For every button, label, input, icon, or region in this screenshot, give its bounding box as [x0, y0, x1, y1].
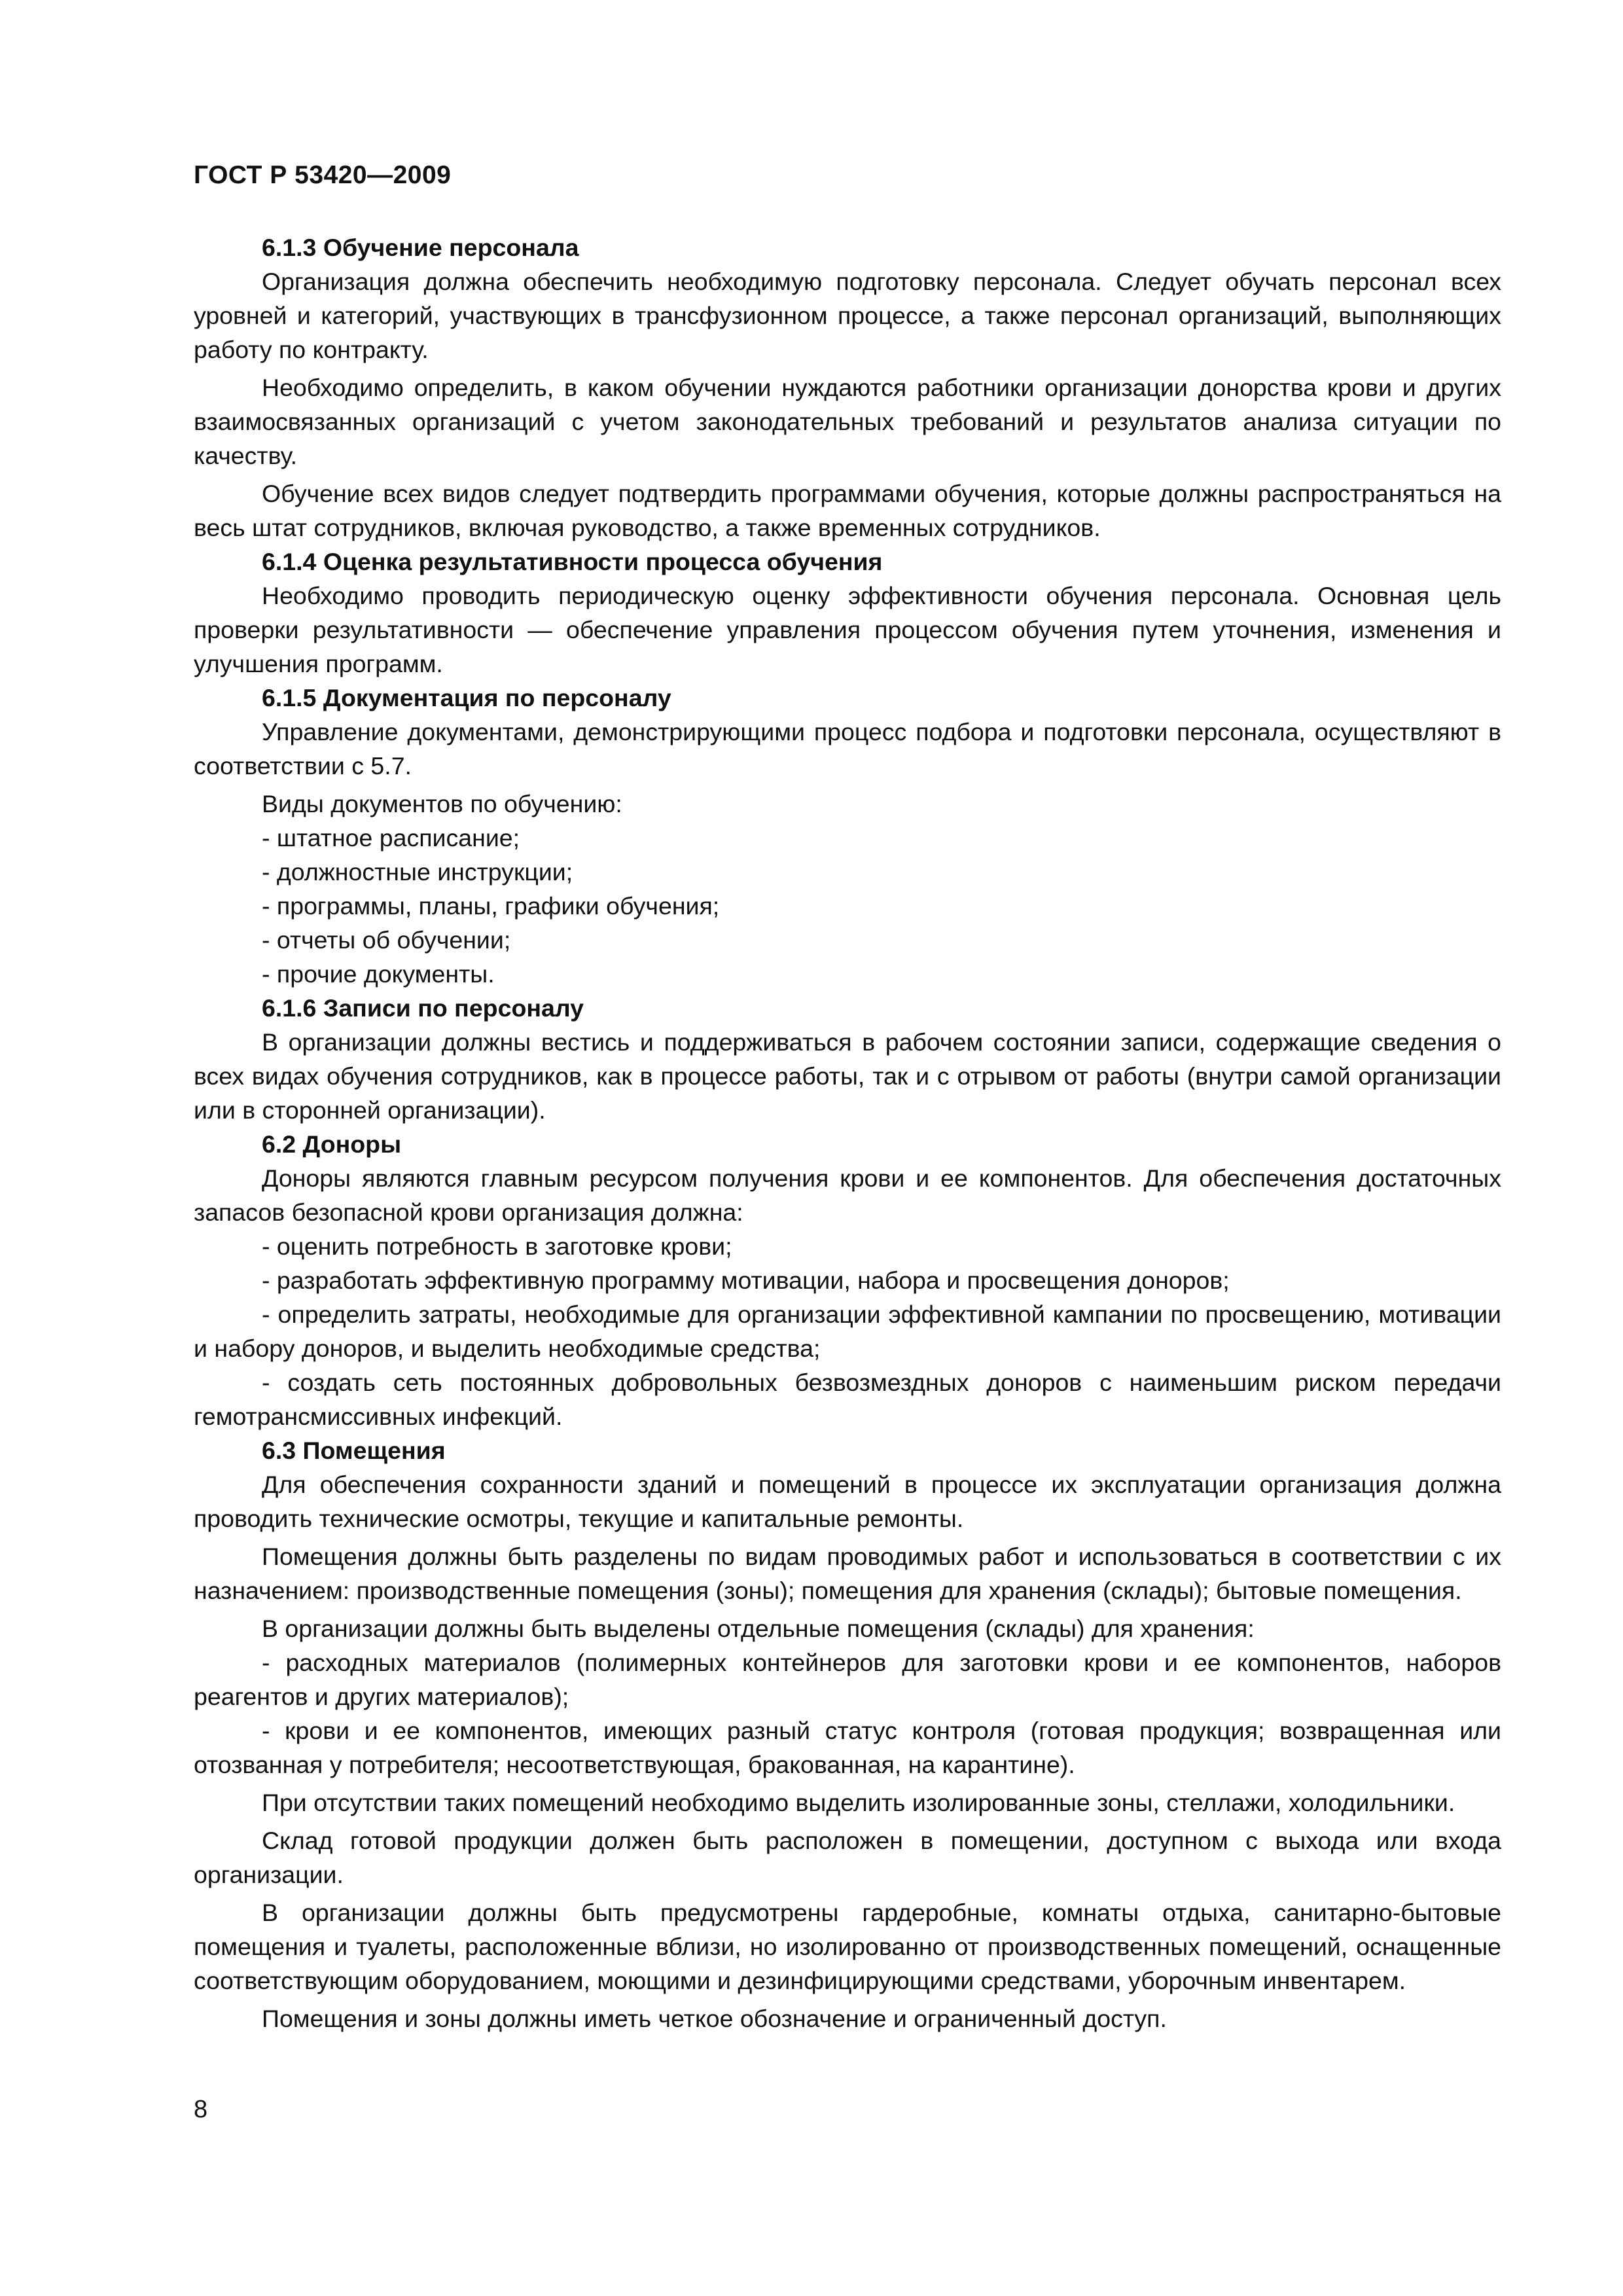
paragraph: В организации должны вестись и поддерживаться в рабочем состоянии записи, содержащие сведения о всех видах обучения сотрудников, как в процессе работы, так и с отрывом от работы (внутри самой организации или в сторонней организации).	[194, 1028, 1501, 1124]
section-heading: 6.1.3 Обучение персонала	[262, 234, 579, 261]
list-item: - крови и ее компонентов, имеющих разный статус контроля (готовая продукция; возвращенная или отозванная у потребителя; несоответствующая, бракованная, на карантине).	[194, 1717, 1501, 1778]
list-item: - расходных материалов (полимерных контейнеров для заготовки крови и ее компонентов, наборов реагентов и других материалов);	[194, 1649, 1501, 1710]
paragraph: Управление документами, демонстрирующими процесс подбора и подготовки персонала, осуществляют в соответствии с 5.7.	[194, 718, 1501, 780]
list-item: - создать сеть постоянных добровольных безвозмездных доноров с наименьшим риском передачи гемотрансмиссивных инфекций.	[194, 1369, 1501, 1430]
paragraph: Помещения должны быть разделены по видам проводимых работ и использоваться в соответствии с их назначением: производственные помещения (зоны); помещения для хранения (склады); бытовые помещения.	[194, 1543, 1501, 1604]
list-item: - прочие документы.	[262, 960, 495, 988]
section-heading: 6.1.4 Оценка результативности процесса обучения	[262, 548, 883, 575]
section-heading: 6.1.6 Записи по персоналу	[262, 994, 584, 1022]
list-item: - отчеты об обучении;	[262, 926, 511, 954]
page-number: 8	[194, 2096, 208, 2123]
paragraph: Склад готовой продукции должен быть расположен в помещении, доступном с выхода или входа организации.	[194, 1827, 1501, 1888]
paragraph: Помещения и зоны должны иметь четкое обозначение и ограниченный доступ.	[262, 2005, 1167, 2032]
paragraph: Виды документов по обучению:	[262, 790, 622, 817]
paragraph: В организации должны быть предусмотрены гардеробные, комнаты отдыха, санитарно-бытовые помещения и туалеты, расположенные вблизи, но изолированно от производственных помещений, оснащенные соответствующим оборудованием, моющими и дезинфицирующими средствами, уборочным инвентарем.	[194, 1899, 1501, 1994]
paragraph: Организация должна обеспечить необходимую подготовку персонала. Следует обучать персонал всех уровней и категорий, участвующих в трансфузионном процессе, а также персонал организаций, выполняющих работу по контракту.	[194, 268, 1501, 363]
list-item: - оценить потребность в заготовке крови;	[262, 1232, 732, 1260]
section-heading: 6.1.5 Документация по персоналу	[262, 684, 671, 711]
list-item: - должностные инструкции;	[262, 858, 573, 886]
paragraph: Необходимо определить, в каком обучении нуждаются работники организации донорства крови и других взаимосвязанных организаций с учетом законодательных требований и результатов анализа ситуации по качеству.	[194, 374, 1501, 469]
list-item: - разработать эффективную программу мотивации, набора и просвещения доноров;	[262, 1266, 1230, 1294]
document-code-header: ГОСТ Р 53420—2009	[194, 161, 452, 189]
paragraph: Для обеспечения сохранности зданий и помещений в процессе их эксплуатации организация должна проводить технические осмотры, текущие и капитальные ремонты.	[194, 1471, 1501, 1532]
section-heading: 6.2 Доноры	[262, 1130, 402, 1158]
paragraph: Доноры являются главным ресурсом получения крови и ее компонентов. Для обеспечения достаточных запасов безопасной крови организация должна:	[194, 1164, 1501, 1226]
list-item: - определить затраты, необходимые для организации эффективной кампании по просвещению, мотивации и набору доноров, и выделить необходимые средства;	[194, 1300, 1501, 1362]
paragraph: Необходимо проводить периодическую оценку эффективности обучения персонала. Основная цель проверки результативности — обеспечение управления процессом обучения путем уточнения, изменения и улучшения программ.	[194, 582, 1501, 677]
section-heading: 6.3 Помещения	[262, 1437, 446, 1464]
document-body	[194, 230, 1501, 2036]
paragraph: Обучение всех видов следует подтвердить программами обучения, которые должны распространяться на весь штат сотрудников, включая руководство, а также временных сотрудников.	[194, 480, 1501, 541]
list-item: - штатное расписание;	[262, 824, 520, 852]
list-item: - программы, планы, графики обучения;	[262, 892, 720, 920]
paragraph: При отсутствии таких помещений необходимо выделить изолированные зоны, стеллажи, холодильники.	[262, 1789, 1455, 1816]
paragraph: В организации должны быть выделены отдельные помещения (склады) для хранения:	[262, 1615, 1255, 1642]
